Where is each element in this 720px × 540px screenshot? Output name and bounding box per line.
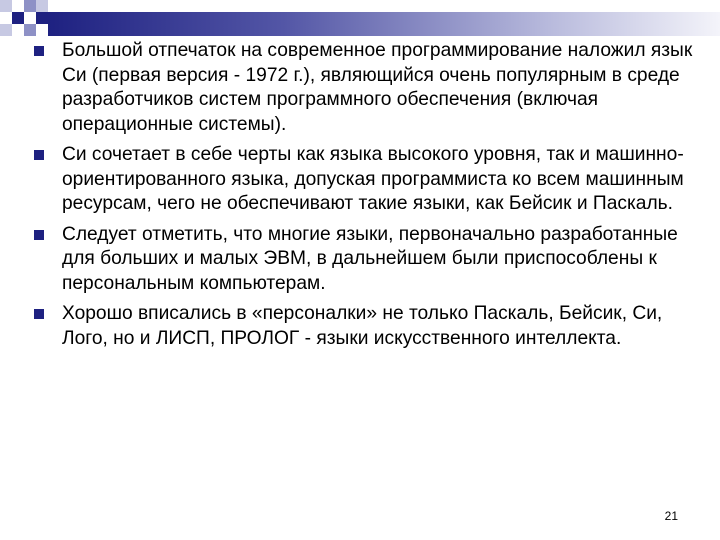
deco-square-icon — [12, 12, 24, 24]
bullet-item — [34, 143, 694, 217]
page-number: 21 — [664, 509, 678, 523]
deco-square-icon — [24, 24, 36, 36]
square-bullet-icon — [34, 46, 44, 56]
deco-square-icon — [24, 0, 36, 12]
bullet-item — [34, 39, 694, 137]
header-gradient-bar — [48, 12, 720, 36]
square-bullet-icon — [34, 150, 44, 160]
bullet-text: Большой отпечаток на современное программирование наложил язык Си (первая версия - 1972 г.), являющийся очень популярным в среде разработчиков систем программного обеспечения (включая операционные системы). — [62, 40, 693, 135]
bullet-item — [34, 223, 694, 297]
bullet-text: Следует отметить, что многие языки, первоначально разработанные для больших и малых ЭВМ, в дальнейшем были приспособлены к персональным компьютерам. — [62, 223, 678, 294]
square-bullet-icon — [34, 309, 44, 319]
square-bullet-icon — [34, 230, 44, 240]
deco-square-icon — [0, 0, 12, 12]
bullet-item — [34, 302, 694, 351]
bullet-text: Си сочетает в себе черты как языка высокого уровня, так и машинно-ориентированного языка, допуская программиста ко всем машинным ресурсам, чего не обеспечивают такие языки, как Бейсик и Паскаль. — [62, 144, 684, 214]
deco-square-icon — [36, 0, 48, 12]
deco-square-icon — [36, 12, 48, 24]
bullet-text: Хорошо вписались в «персоналки» не только Паскаль, Бейсик, Си, Лого, но и ЛИСП, ПРОЛОГ - языки искусственного интеллекта. — [62, 303, 663, 349]
bullet-list — [34, 39, 694, 357]
deco-square-icon — [0, 24, 12, 36]
